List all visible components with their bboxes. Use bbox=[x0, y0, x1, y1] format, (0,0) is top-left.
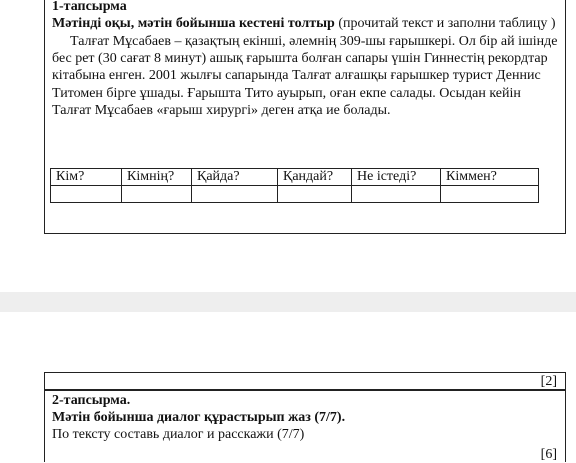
table-cell[interactable] bbox=[192, 186, 278, 203]
worksheet-page-bottom bbox=[0, 312, 576, 460]
task2-instruction-ru: По тексту составь диалог и расскажи (7/7) bbox=[52, 427, 305, 442]
page-gap bbox=[0, 292, 576, 312]
table-row bbox=[51, 186, 539, 203]
task1-paragraph: Талғат Мұсабаев – қазақтың екінші, әлемнің 309-шы ғарышкері. Ол бір ай ішінде бес рет (30 сағат 8 минут) ашық ғарышта болған сапары үшін Гиннестің рекордтар кітабына енген. 2001 жылғы сапарында Талғат алғашқы ғарышкер турист Деннис Титомен бірге ұшады. Ғарышта Тито ауырып, оған екпе салады. Осыдан кейін Талғат Мұсабаев «ғарыш хирургі» деген атқа ие болады. bbox=[52, 34, 558, 118]
task1-instruction bbox=[52, 15, 565, 32]
table-header-row bbox=[51, 169, 539, 186]
col-header-kimmen: Кіммен? bbox=[441, 169, 539, 186]
answer-table bbox=[50, 168, 539, 203]
table-cell[interactable] bbox=[51, 186, 122, 203]
table-cell[interactable] bbox=[441, 186, 539, 203]
table-cell[interactable] bbox=[278, 186, 352, 203]
col-header-ne-istedi: Не істеді? bbox=[352, 169, 441, 186]
col-header-kandai: Қандай? bbox=[278, 169, 352, 186]
task2-score: [6] bbox=[540, 447, 557, 462]
task2-content bbox=[52, 392, 562, 443]
col-header-kimnin: Кімнің? bbox=[122, 169, 192, 186]
task1-instruction-kz: Мәтінді оқы, мәтін бойынша кестені толтыр bbox=[52, 16, 335, 31]
task1-box bbox=[44, 0, 566, 234]
task1-score: [2] bbox=[540, 374, 557, 389]
divider bbox=[45, 389, 565, 391]
col-header-kaida: Қайда? bbox=[192, 169, 278, 186]
table-cell[interactable] bbox=[352, 186, 441, 203]
task1-instruction-ru: (прочитай текст и заполни таблицу ) bbox=[338, 16, 556, 31]
col-header-kim: Кім? bbox=[51, 169, 122, 186]
task1-title: 1-тапсырма bbox=[52, 0, 127, 14]
table-cell[interactable] bbox=[122, 186, 192, 203]
task2-box bbox=[44, 372, 566, 462]
task2-instruction-kz: Мәтін бойынша диалог құрастырып жаз (7/7). bbox=[52, 410, 346, 425]
task2-title: 2-тапсырма. bbox=[52, 393, 131, 408]
